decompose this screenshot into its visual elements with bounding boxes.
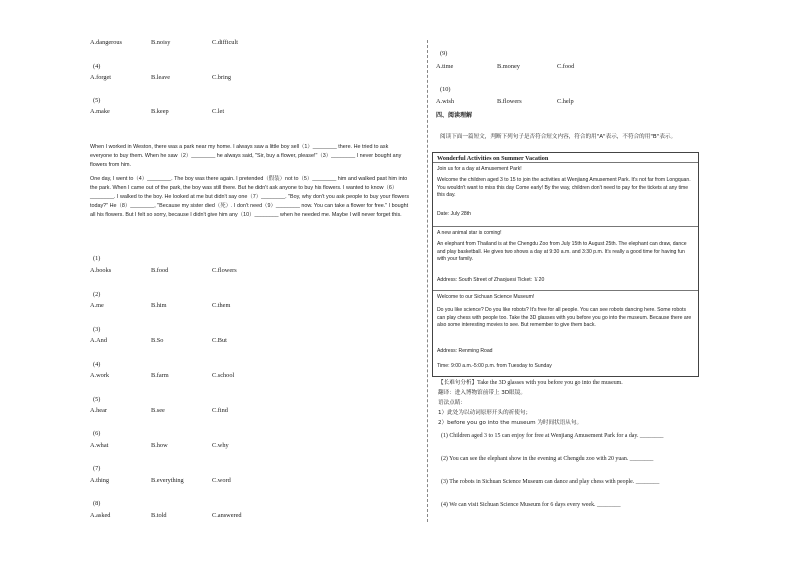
table-cell-amusement-park xyxy=(433,162,698,227)
cell-date: Date: July 28th xyxy=(437,211,471,217)
option-b: B.farm xyxy=(151,372,169,379)
question-number: (6) xyxy=(93,430,101,437)
question-number: (4) xyxy=(93,63,101,70)
option-c: C.let xyxy=(212,108,225,115)
option-c: C.flowers xyxy=(212,267,237,274)
option-a: A.forget xyxy=(90,74,112,81)
question-number: (4) xyxy=(93,361,101,368)
question-number: (2) xyxy=(93,291,101,298)
option-b: B.food xyxy=(151,267,169,274)
option-b: B.leave xyxy=(151,74,171,81)
option-c: C.them xyxy=(212,302,231,309)
option-b: B.noisy xyxy=(151,39,171,46)
question-number: (5) xyxy=(93,396,101,403)
option-a: A.time xyxy=(436,63,454,70)
question-number: (9) xyxy=(440,50,448,57)
option-c: C.bring xyxy=(212,74,232,81)
option-a: A.asked xyxy=(90,512,111,519)
cell-paragraph: An elephant from Thailand is at the Chengdu Zoo from July 15th to August 25th. The elephant can draw, dance and play basketball. He gives two shows a day at 9:30 a.m. and 3:30 p.m. It's really a good time for having fun with your family. xyxy=(437,241,687,263)
cell-heading: A new animal star is coming! xyxy=(437,230,502,236)
option-b: B.how xyxy=(151,442,168,449)
option-a: A.me xyxy=(90,302,104,309)
analysis-point: 2）before you go into the museum 为时间状语从句。 xyxy=(438,420,583,426)
option-c: C.help xyxy=(557,98,574,105)
option-b: B.him xyxy=(151,302,167,309)
cell-paragraph: Do you like science? Do you like robots? It's free for all people. You can see robots dancing here. Some robots can play chess with people too. Take the 3D glasses with you before you go into the museum. Because there are also some interesting movies to see. But remember to give them back. xyxy=(437,307,692,329)
option-c: C.word xyxy=(212,477,231,484)
cloze-passage xyxy=(90,143,410,221)
option-c: C.why xyxy=(212,442,229,449)
option-b: B.flowers xyxy=(497,98,522,105)
cell-time: Time: 9:00 a.m.-5:00 p.m. from Tuesday to Sunday xyxy=(437,363,552,369)
option-a: A.hear xyxy=(90,407,107,414)
reading-table xyxy=(432,152,699,377)
option-b: B.money xyxy=(497,63,520,70)
cell-heading: Join us for a day at Amusement Park! xyxy=(437,166,522,172)
option-a: A.And xyxy=(90,337,107,344)
option-b: B.see xyxy=(151,407,165,414)
option-c: C.But xyxy=(212,337,227,344)
passage-paragraph: When I worked in Weston, there was a park near my home. I always saw a little boy sell（1）________ there. He tried to ask everyone to buy them. When he saw（2）________ he always said, "Sir, buy a flower, please!"（3）________ I never bought any flowers from him. xyxy=(90,144,402,169)
option-a: A.wish xyxy=(436,98,455,105)
tf-question: (2) You can see the elephant show in the evening at Chengdu zoo with 20 yuan. ________ xyxy=(441,456,654,462)
option-b: B.So xyxy=(151,337,164,344)
option-a: A.make xyxy=(90,108,110,115)
option-a: A.thing xyxy=(90,477,110,484)
option-c: C.difficult xyxy=(212,39,238,46)
section-title: 四、阅读理解 xyxy=(436,113,473,119)
question-number: (5) xyxy=(93,97,101,104)
cell-paragraph: Welcome the children aged 3 to 15 to join the activities at Wenjiang Amusement Park. It's not far from Longquan. You wouldn't want to miss this day Come early! By the way, children don't need to pay for the tickets at any time this day. xyxy=(437,177,691,199)
option-b: B.everything xyxy=(151,477,184,484)
cell-address: Address: South Street of Zhaojuesi Ticket: ￥20 xyxy=(437,277,545,283)
tf-question: (4) We can visit Sichuan Science Museum for 6 days every week. ________ xyxy=(441,502,621,508)
option-c: C.food xyxy=(557,63,575,70)
question-number: (3) xyxy=(93,326,101,333)
section-instruction: 阅读下面一篇短文，判断下列句子是否符合短文内容，符合的用"A"表示，不符合的用"B"表示。 xyxy=(440,134,677,140)
question-number: (10) xyxy=(440,86,451,93)
analysis-tag: 【长难句分析】 xyxy=(438,380,478,386)
option-c: C.school xyxy=(212,372,235,379)
analysis-grammar-heading: 语法点睛： xyxy=(438,400,466,406)
option-a: A.work xyxy=(90,372,110,379)
option-c: C.find xyxy=(212,407,228,414)
table-cell-museum xyxy=(433,290,698,376)
table-title: Wonderful Activities on Summer Vacation xyxy=(437,155,549,162)
question-number: (8) xyxy=(93,500,101,507)
analysis-point: 1）此处为以动词原形开头的祈使句； xyxy=(438,410,532,416)
option-c: C.answered xyxy=(212,512,242,519)
question-number: (1) xyxy=(93,255,101,262)
question-number: (7) xyxy=(93,465,101,472)
tf-question: (1) Children aged 3 to 15 can enjoy for free at Wenjiang Amusement Park for a day. ________ xyxy=(441,433,664,439)
option-a: A.dangerous xyxy=(90,39,123,46)
passage-paragraph: One day, I went to（4）________. The boy was there again. I pretended（假装）not to（5）________ him and walked past him into the park. When I came out of the park, the boy was still there. But he didn't ask anyone to buy his flowers. I wanted to know（6）________. I walked to the boy. He looked at me but didn't say one（7）________. "Boy, why don't you ask people to buy your flowers today?" He（8）________, "Because my sister died（死）. I don't need（9）________ now. You can take a flower for free." I bought all his flowers. But I felt so sorry, because I didn't give him any（10）________ when he needed me. Maybe I will never forget this. xyxy=(90,175,410,219)
option-a: A.books xyxy=(90,267,112,274)
tf-question: (3) The robots in Sichuan Science Museum can dance and play chess with people. ________ xyxy=(441,479,660,485)
analysis-line xyxy=(438,378,623,386)
cell-heading: Welcome to our Sichuan Science Museum! xyxy=(437,294,535,300)
option-a: A.what xyxy=(90,442,109,449)
option-b: B.keep xyxy=(151,108,169,115)
cell-address: Address: Renming Road xyxy=(437,348,493,354)
analysis-sentence: Take the 3D glasses with you before you go into the museum. xyxy=(477,380,623,386)
table-cell-zoo xyxy=(433,226,698,291)
analysis-translation: 翻译：进入博物馆前带上 3D眼镜。 xyxy=(438,390,526,396)
option-b: B.told xyxy=(151,512,167,519)
column-divider xyxy=(427,40,428,522)
